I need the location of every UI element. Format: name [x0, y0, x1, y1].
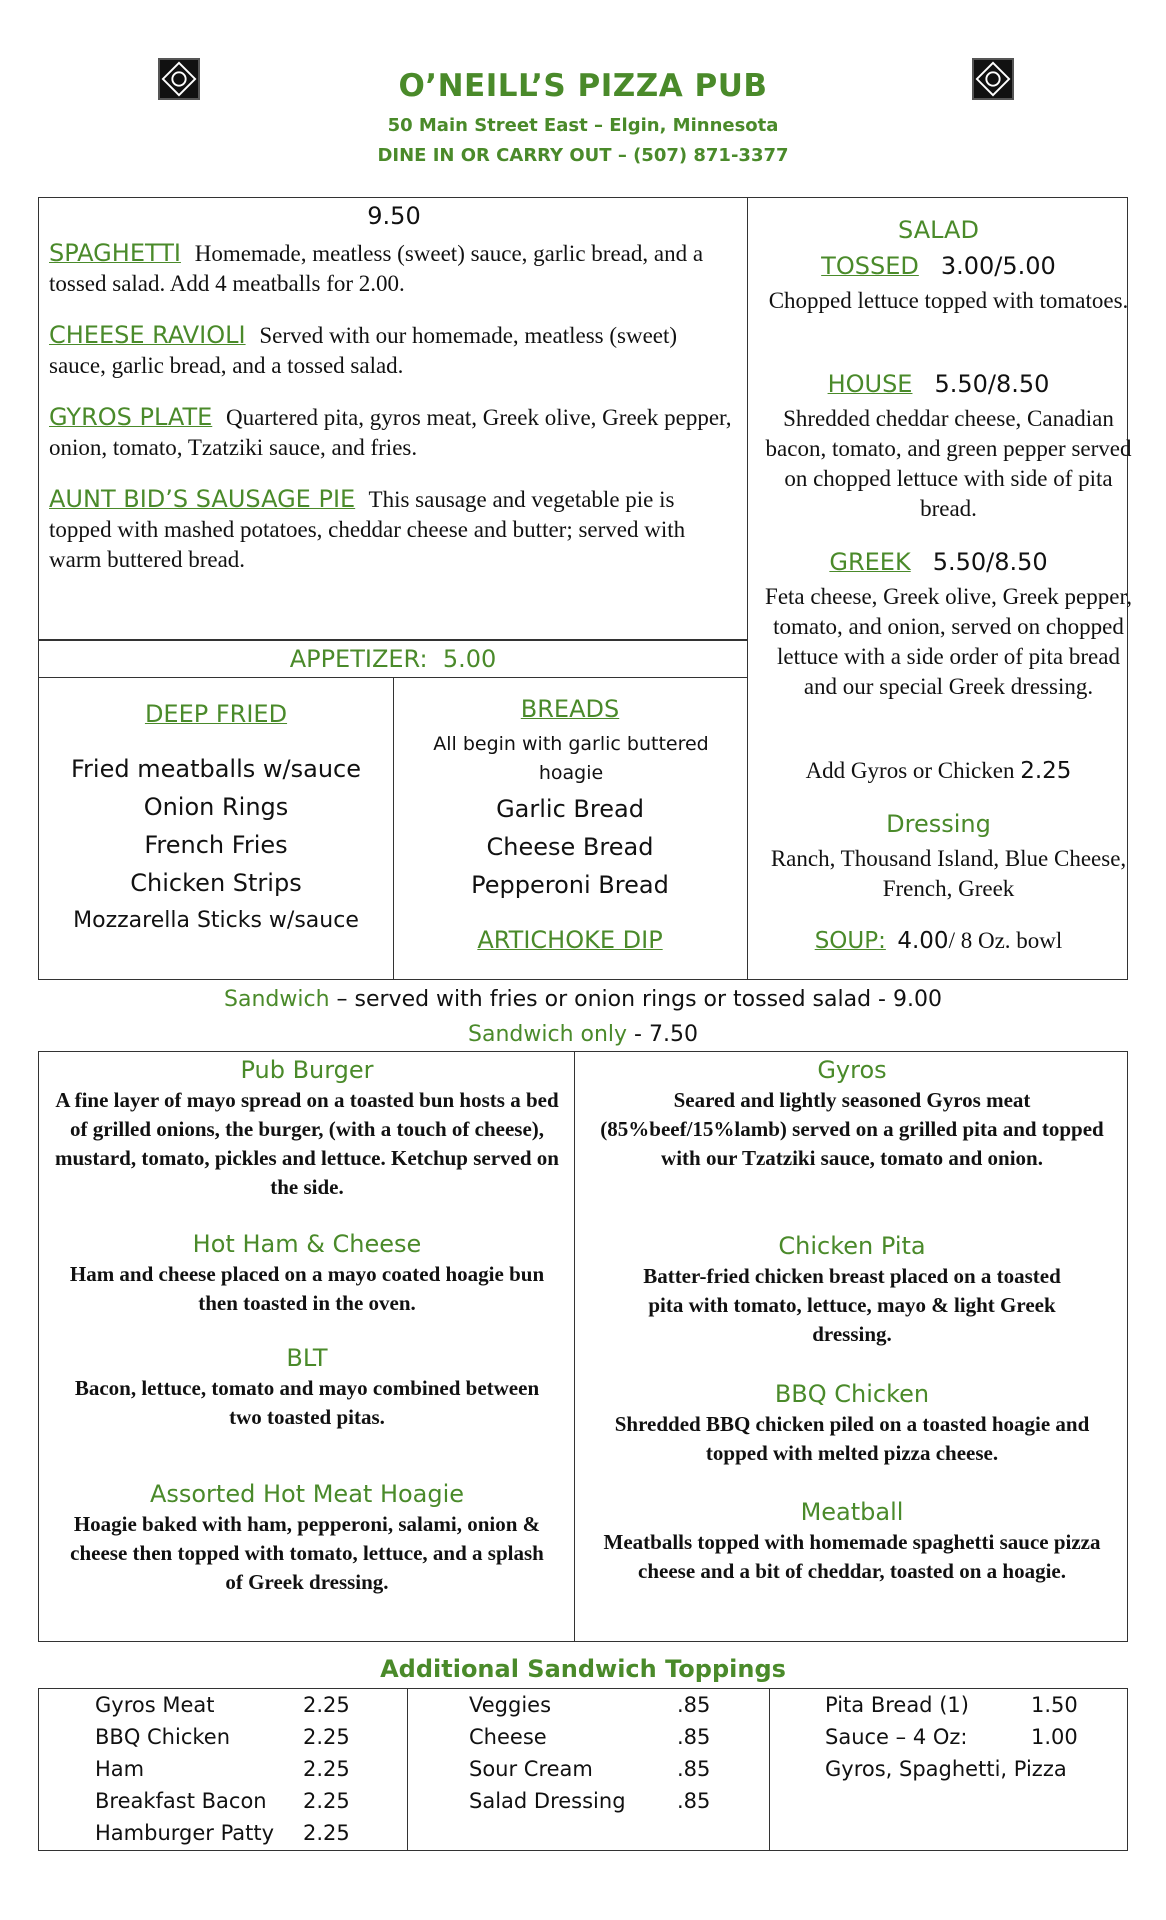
salad-add-on: [748, 758, 1129, 784]
topping-price: 2.25: [303, 1725, 350, 1749]
topping-item: Gyros Meat: [95, 1693, 215, 1717]
entree-item: [49, 320, 739, 381]
salad-price: 5.50/8.50: [932, 548, 1048, 576]
sandwich-name: Hot Ham & Cheese: [192, 1230, 422, 1258]
sandwich-only-price: - 7.50: [627, 1022, 698, 1047]
entree-desc: Quartered pita, gyros meat, Greek olive, Greek pepper, onion, tomato, Tzatziki sauce, and fries.: [49, 405, 732, 460]
topping-item: Pita Bread (1): [825, 1693, 969, 1717]
deep-fried-title: DEEP FRIED: [144, 700, 288, 728]
sandwich-desc: A fine layer of mayo spread on a toasted bun hosts a bed of grilled onions, the burger, (with a touch of cheese), mustard, tomato, pickles and lettuce. Ketchup served on the side.: [55, 1088, 559, 1199]
salad-price: 3.00/5.00: [940, 252, 1056, 280]
appetizer-header: [38, 640, 748, 678]
list-item: Fried meatballs w/sauce: [71, 755, 361, 783]
salad-price: 5.50/8.50: [934, 370, 1050, 398]
sauce-options: Gyros, Spaghetti, Pizza: [825, 1757, 1067, 1781]
deep-fried-list: [39, 750, 393, 940]
breads-list: [393, 790, 747, 904]
salad-house-head: [748, 370, 1129, 398]
topping-row: [469, 1689, 711, 1721]
sandwich-name: Assorted Hot Meat Hoagie: [149, 1480, 465, 1508]
sandwich-item: [583, 1054, 1121, 1173]
appetizer-price: 5.00: [442, 645, 497, 673]
salad-name: GREEK: [829, 548, 911, 576]
entree-item: [49, 402, 739, 463]
sandwich-name: Chicken Pita: [778, 1232, 926, 1260]
topping-row: [95, 1785, 350, 1817]
sandwich-desc: Batter-fried chicken breast placed on a toasted pita with tomato, lettuce, mayo & light Greek dressing.: [643, 1264, 1061, 1346]
soup-price: 4.00: [897, 928, 949, 954]
entrees-section: [38, 197, 748, 640]
breads-note: All begin with garlic buttered hoagie: [433, 733, 709, 784]
sandwich-item: [69, 1342, 545, 1432]
topping-item: Breakfast Bacon: [95, 1789, 267, 1813]
list-item: Pepperoni Bread: [471, 871, 669, 899]
sandwich-section: [38, 1051, 1128, 1642]
add-on-price: 2.25: [1020, 758, 1072, 784]
topping-row: [95, 1817, 350, 1849]
sandwich-desc: Bacon, lettuce, tomato and mayo combined between two toasted pitas.: [74, 1376, 540, 1429]
soup-line: [748, 928, 1129, 954]
entree-desc: This sausage and vegetable pie is topped with mashed potatoes, cheddar cheese and butter; served with warm buttered bread.: [49, 487, 686, 572]
topping-item: Salad Dressing: [469, 1789, 626, 1813]
sandwich-desc: Hoagie baked with ham, pepperoni, salami, onion & cheese then topped with tomato, lettuce, and a splash of Greek dressing.: [70, 1512, 544, 1594]
topping-row: [95, 1721, 350, 1753]
sandwich-price-text: – served with fries or onion rings or tossed salad - 9.00: [329, 987, 942, 1012]
sandwich-only-line: [0, 1022, 1166, 1047]
dressing-title: Dressing: [886, 810, 991, 838]
entree-name: GYROS PLATE: [49, 403, 213, 431]
soup-size: / 8 Oz. bowl: [948, 928, 1063, 953]
entree-name: SPAGHETTI: [49, 239, 181, 267]
topping-item: Sauce – 4 Oz:: [825, 1725, 968, 1749]
appetizer-section: [38, 677, 748, 980]
sandwich-item: [583, 1496, 1121, 1586]
topping-item: Sour Cream: [469, 1757, 593, 1781]
sandwich-name: Gyros: [817, 1056, 887, 1084]
salad-desc: Feta cheese, Greek olive, Greek pepper, tomato, and onion, served on chopped lettuce with a side order of pita bread and our special Greek dressing.: [765, 584, 1132, 699]
topping-row: [469, 1785, 711, 1817]
topping-price: 2.25: [303, 1789, 350, 1813]
topping-price: .85: [677, 1693, 711, 1717]
list-item: Garlic Bread: [496, 795, 644, 823]
breads-title: BREADS: [520, 695, 620, 723]
salad-name: HOUSE: [827, 370, 913, 398]
salad-greek-head: [748, 548, 1129, 576]
topping-item: Cheese: [469, 1725, 547, 1749]
toppings-title: Additional Sandwich Toppings: [380, 1655, 786, 1683]
topping-item: BBQ Chicken: [95, 1725, 231, 1749]
sandwich-name: BLT: [286, 1344, 328, 1372]
sandwich-name: Pub Burger: [240, 1056, 374, 1084]
entree-price: 9.50: [367, 202, 421, 230]
sandwich-item: [583, 1378, 1121, 1468]
artichoke-dip: ARTICHOKE DIP: [477, 926, 663, 954]
topping-item: Hamburger Patty: [95, 1821, 275, 1845]
topping-price: 2.25: [303, 1693, 350, 1717]
entree-item: [49, 238, 739, 299]
sandwich-item: [629, 1230, 1075, 1349]
entree-desc: Homemade, meatless (sweet) sauce, garlic bread, and a tossed salad. Add 4 meatballs for 2.00.: [49, 241, 704, 296]
topping-row: [825, 1689, 1078, 1721]
list-item: French Fries: [144, 831, 288, 859]
salad-section: [747, 197, 1132, 980]
sandwich-item: [47, 1054, 567, 1202]
dressing-list: Ranch, Thousand Island, Blue Cheese, French, Greek: [770, 846, 1127, 901]
entree-item: [49, 484, 739, 575]
sandwich-desc: Ham and cheese placed on a mayo coated hoagie bun then toasted in the oven.: [69, 1262, 545, 1315]
topping-price: 1.50: [1031, 1693, 1078, 1717]
topping-price: 2.25: [303, 1821, 350, 1845]
topping-row: [95, 1753, 350, 1785]
toppings-section: [38, 1688, 1128, 1851]
topping-row: [469, 1721, 711, 1753]
entree-desc: Served with our homemade, meatless (sweet) sauce, garlic bread, and a tossed salad.: [49, 323, 678, 378]
sandwich-item: [61, 1478, 553, 1597]
list-item: Cheese Bread: [486, 833, 654, 861]
topping-item: Veggies: [469, 1693, 552, 1717]
topping-price: .85: [677, 1725, 711, 1749]
topping-price: .85: [677, 1757, 711, 1781]
topping-row: [469, 1753, 711, 1785]
topping-item: Ham: [95, 1757, 145, 1781]
sandwich-price-line: [0, 987, 1166, 1012]
list-item: Onion Rings: [143, 793, 289, 821]
sandwich-desc: Meatballs topped with homemade spaghetti sauce pizza cheese and a bit of cheddar, toasted on a hoagie.: [603, 1530, 1101, 1583]
sandwich-name: BBQ Chicken: [774, 1380, 930, 1408]
restaurant-address: 50 Main Street East – Elgin, Minnesota: [387, 115, 779, 136]
sandwich-label: Sandwich: [224, 987, 330, 1012]
topping-price: 1.00: [1031, 1725, 1078, 1749]
sandwich-desc: Shredded BBQ chicken piled on a toasted hoagie and topped with melted pizza cheese.: [614, 1412, 1090, 1465]
restaurant-phone: DINE IN OR CARRY OUT – (507) 871-3377: [377, 145, 789, 166]
topping-row: [825, 1721, 1078, 1753]
topping-price: 2.25: [303, 1757, 350, 1781]
topping-price: .85: [677, 1789, 711, 1813]
salad-tossed-head: [748, 252, 1129, 280]
list-item: Mozzarella Sticks w/sauce: [73, 908, 359, 933]
add-on-text: Add Gyros or Chicken: [805, 758, 1015, 783]
salad-desc: Chopped lettuce topped with tomatoes.: [768, 288, 1129, 313]
topping-row: [95, 1689, 350, 1721]
salad-desc: Shredded cheddar cheese, Canadian bacon, tomato, and green pepper served on chopped lettuce with side of pita bread.: [765, 406, 1132, 521]
salad-title: SALAD: [898, 216, 979, 244]
restaurant-title: O’NEILL’S PIZZA PUB: [398, 68, 768, 104]
sandwich-desc: Seared and lightly seasoned Gyros meat (85%beef/15%lamb) served on a grilled pita and topped with our Tzatziki sauce, tomato and onion.: [600, 1088, 1104, 1170]
sandwich-only-label: Sandwich only: [468, 1022, 628, 1047]
sandwich-item: [69, 1228, 545, 1318]
entree-name: CHEESE RAVIOLI: [49, 321, 246, 349]
sandwich-name: Meatball: [800, 1498, 904, 1526]
soup-label: SOUP:: [814, 928, 886, 954]
entree-name: AUNT BID’S SAUSAGE PIE: [49, 485, 356, 513]
appetizer-label: APPETIZER:: [289, 645, 428, 673]
list-item: Chicken Strips: [130, 869, 302, 897]
salad-name: TOSSED: [821, 252, 919, 280]
